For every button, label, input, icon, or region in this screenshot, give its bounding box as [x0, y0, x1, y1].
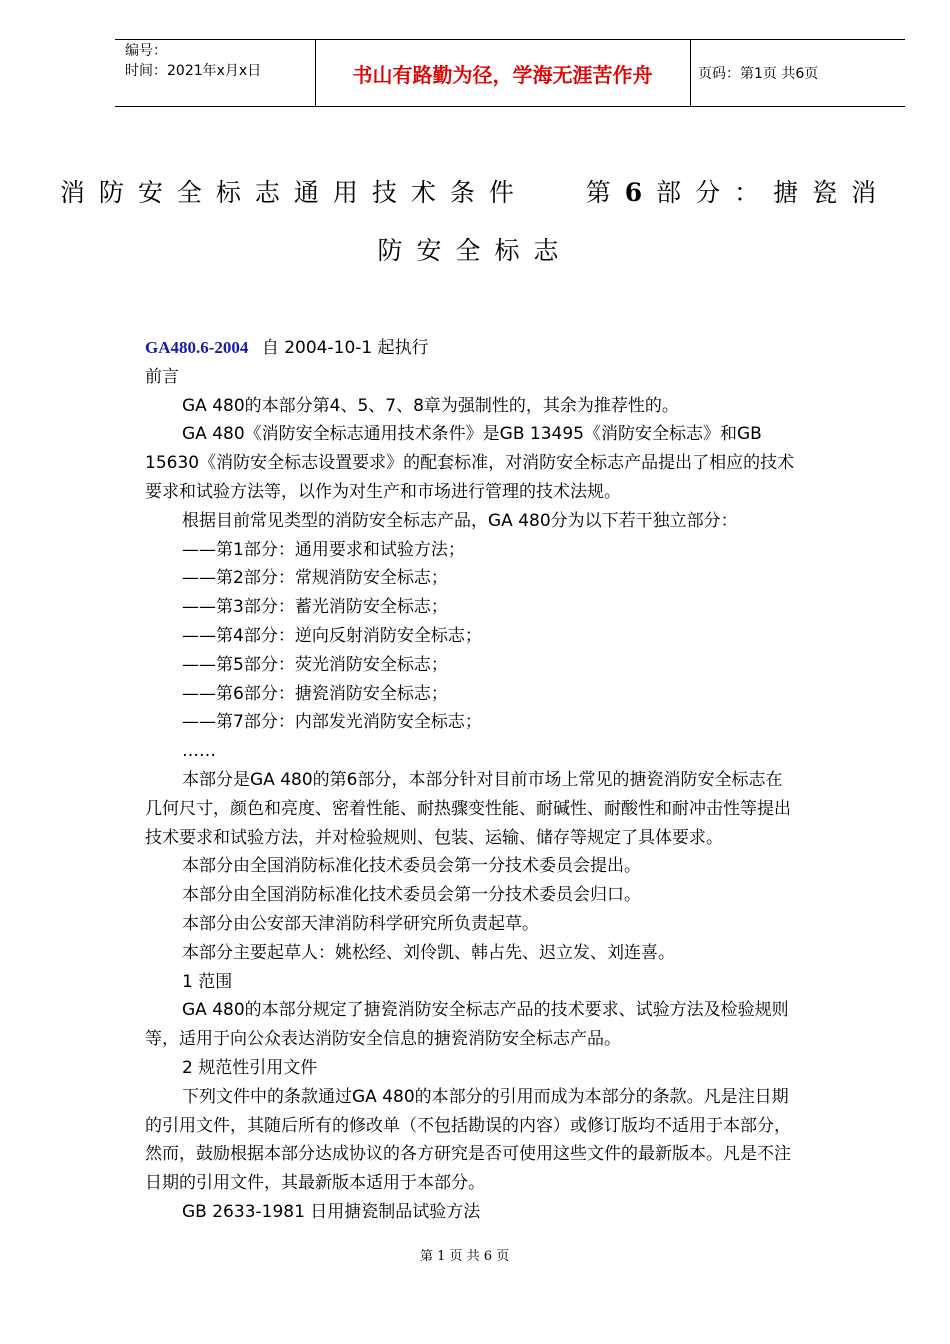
paragraph-line: 下列文件中的条款通过GA 480的本部分的引用而成为本部分的条款。凡是注日期: [182, 1086, 789, 1107]
paragraph-line: 等，适用于向公众表达消防安全信息的搪瓷消防安全标志产品。: [145, 1029, 621, 1050]
paragraph-line: 本部分由公安部天津消防科学研究所负责起草。: [182, 913, 539, 934]
paragraph-line: ——第2部分：常规消防安全标志；: [182, 568, 448, 589]
document-body: [145, 334, 875, 1227]
document-title-line1: [0, 173, 950, 209]
paragraph-line: 的引用文件，其随后所有的修改单（不包括勘误的内容）或修订版均不适用于本部分，: [145, 1115, 791, 1136]
paragraph-line: 本部分由全国消防标准化技术委员会第一分技术委员会提出。: [182, 856, 641, 877]
paragraph-line: 然而，鼓励根据本部分达成协议的各方研究是否可使用这些文件的最新版本。凡是不注: [145, 1144, 791, 1165]
paragraph-line: ——第1部分：通用要求和试验方法；: [182, 539, 465, 560]
paragraph-line: GA 480的本部分规定了搪瓷消防安全标志产品的技术要求、试验方法及检验规则: [182, 1000, 789, 1021]
paragraph-line: 几何尺寸，颜色和亮度、密着性能、耐热骤变性能、耐碱性、耐酸性和耐冲击性等提出: [145, 798, 791, 819]
paragraph-line: 根据目前常见类型的消防安全标志产品，GA 480分为以下若干独立部分：: [182, 510, 738, 531]
paragraph-line: ——第6部分：搪瓷消防安全标志；: [182, 683, 448, 704]
paragraph-line: 本部分主要起草人：姚松经、刘伶凯、韩占先、迟立发、刘连喜。: [182, 942, 675, 963]
paragraph-line: GA 480的本部分第4、5、7、8章为强制性的，其余为推荐性的。: [182, 395, 679, 416]
paragraph-list: [145, 363, 875, 1227]
paragraph-line: ——第5部分：荧光消防安全标志；: [182, 654, 448, 675]
standard-id: GA480.6-2004: [145, 338, 249, 357]
paragraph-line: ——第4部分：逆向反射消防安全标志；: [182, 625, 482, 646]
paragraph-line: ——第3部分：蓄光消防安全标志；: [182, 597, 448, 618]
paragraph-line: GA 480《消防安全标志通用技术条件》是GB 13495《消防安全标志》和GB: [182, 424, 762, 445]
header-motto: 书山有路勤为径，学海无涯苦作舟: [352, 62, 653, 87]
document-header: [115, 39, 905, 107]
paragraph-line: 要求和试验方法等，以作为对生产和市场进行管理的技术法规。: [145, 481, 621, 502]
header-page-info: 页码：第1页 共6页: [698, 66, 819, 82]
paragraph-line: ——第7部分：内部发光消防安全标志；: [182, 712, 482, 733]
paragraph-line: 本部分由全国消防标准化技术委员会第一分技术委员会归口。: [182, 885, 641, 906]
paragraph-line: 2 规范性引用文件: [182, 1057, 318, 1078]
paragraph-line: 前言: [145, 366, 179, 387]
title-part-c: 部分：搪瓷消: [656, 178, 891, 207]
standard-effective: 自 2004-10-1 起执行: [261, 338, 429, 358]
document-title-line2: 防安全标志: [377, 236, 573, 265]
time-label: 时间：2021年x月x日: [125, 63, 262, 79]
paragraph-line: 技术要求和试验方法，并对检验规则、包装、运输、储存等规定了具体要求。: [145, 827, 723, 848]
paragraph-line: GB 2633-1981 日用搪瓷制品试验方法: [182, 1201, 481, 1222]
paragraph-line: 1 范围: [182, 971, 233, 992]
number-label: 编号：: [125, 43, 167, 59]
paragraph-line: 本部分是GA 480的第6部分，本部分针对目前市场上常见的搪瓷消防安全标志在: [182, 769, 783, 790]
title-part-b: 第: [585, 178, 625, 207]
header-divider: [690, 39, 691, 107]
paragraph-line: 日期的引用文件，其最新版本适用于本部分。: [145, 1173, 485, 1194]
page-footer: 第 1 页 共 6 页: [420, 1249, 510, 1264]
standard-line: [145, 334, 875, 363]
paragraph-line: 15630《消防安全标志设置要求》的配套标准，对消防安全标志产品提出了相应的技术: [145, 453, 795, 474]
paragraph-line: ……: [182, 741, 216, 762]
title-part-a: 消防安全标志通用技术条件: [59, 178, 528, 207]
title-part-number: 6: [624, 178, 657, 207]
header-meta: [125, 41, 261, 81]
